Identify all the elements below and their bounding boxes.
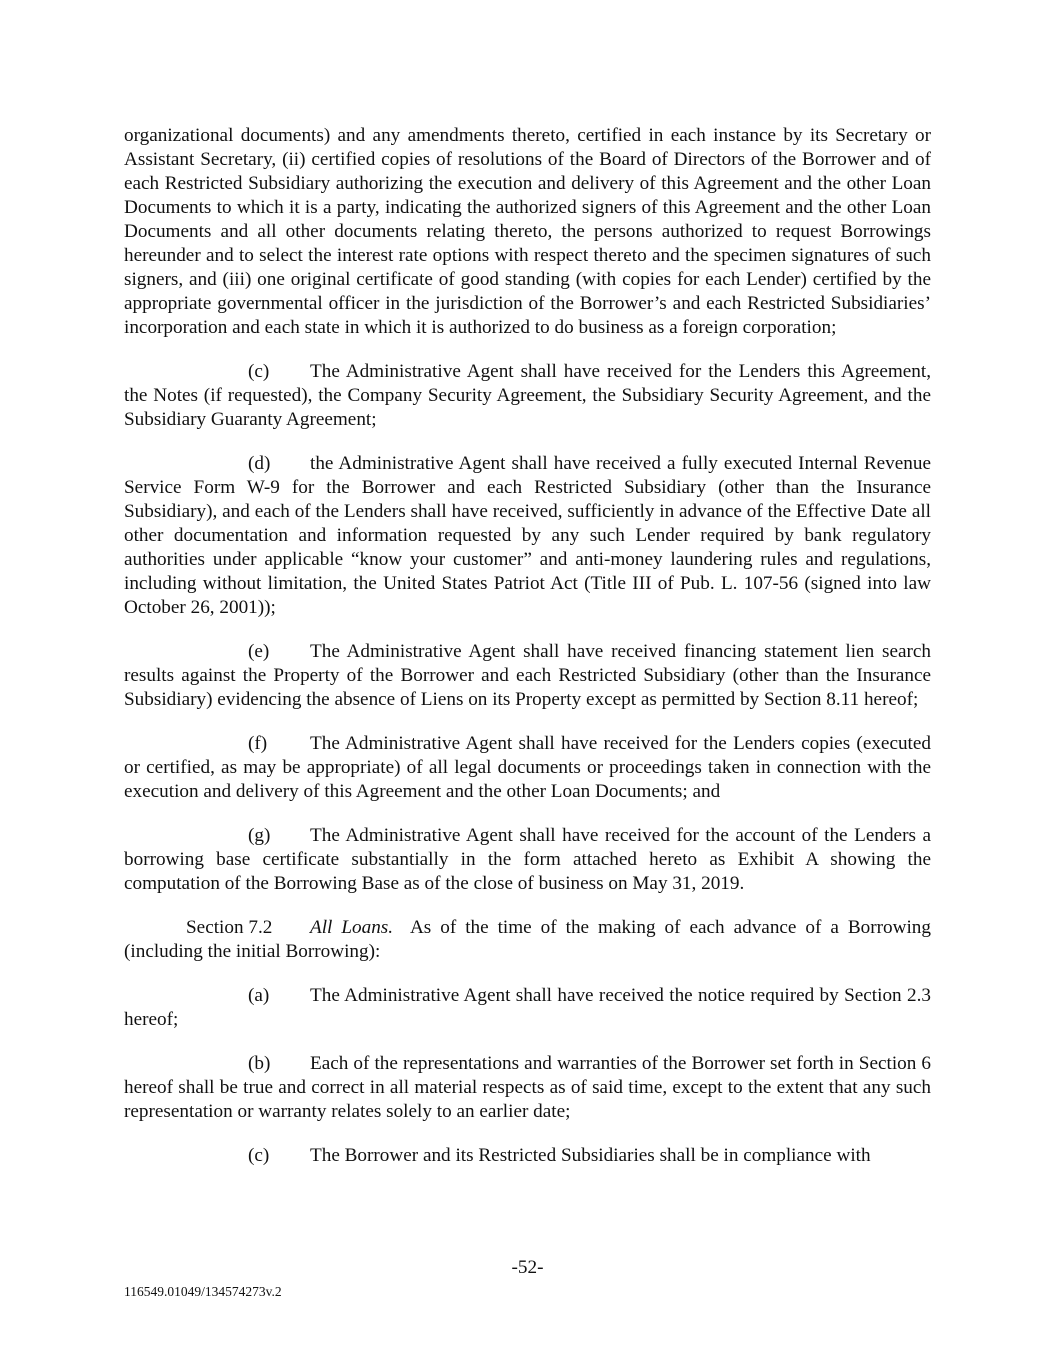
clause-text: the Administrative Agent shall have received a fully executed Internal Revenue Service Form W-9 for the Borrower and each Restricted Subsidiary (other than the Insurance Subsidiary), and each of the Lenders shall have received, sufficiently in advance of the Effective Date all other documentation and information requested by any such Lender required by bank regulatory authorities under applicable “know your customer” and anti-money laundering rules and regulations, including without limitation, the United States Patriot Act (Title III of Pub. L. 107-56 (signed into law October 26, 2001)); bbox=[124, 453, 931, 618]
clause-text: The Borrower and its Restricted Subsidiaries shall be in compliance with bbox=[310, 1145, 871, 1166]
clause-label: (c) bbox=[248, 361, 270, 382]
page-number: -52- bbox=[511, 1257, 544, 1278]
clause-text: The Administrative Agent shall have received for the account of the Lenders a borrowing base certificate substantially in the form attached hereto as Exhibit A showing the computation of the Borrowing Base as of the close of business on May 31, 2019. bbox=[124, 825, 931, 894]
clause-label: (d) bbox=[248, 453, 271, 474]
clause-label: (f) bbox=[248, 733, 268, 754]
clause-text: The Administrative Agent shall have received for the Lenders this Agreement, the Notes (if requested), the Company Security Agreement, the Subsidiary Security Agreement, and the Subsidiary Guaranty Agreement; bbox=[124, 361, 931, 430]
clause-text: The Administrative Agent shall have received the notice required by Section 2.3 hereof; bbox=[124, 985, 931, 1030]
clause-text: The Administrative Agent shall have received for the Lenders copies (executed or certified, as may be appropriate) of all legal documents or proceedings taken in connection with the execution and delivery of this Agreement and the other Loan Documents; and bbox=[124, 733, 931, 802]
clause-c-first bbox=[124, 360, 931, 432]
section-heading: Section 7.2 bbox=[186, 917, 273, 938]
clause-text: Each of the representations and warranties of the Borrower set forth in Section 6 hereof shall be true and correct in all material respects as of said time, except to the extent that any such representation or warranty relates solely to an earlier date; bbox=[124, 1053, 931, 1122]
clause-label: (c) bbox=[248, 1145, 270, 1166]
clause-f bbox=[124, 732, 931, 804]
section-7-2 bbox=[124, 916, 931, 964]
document-id: 116549.01049/134574273v.2 bbox=[124, 1284, 282, 1299]
clause-b bbox=[124, 1052, 931, 1124]
clause-label: (b) bbox=[248, 1053, 271, 1074]
clause-label: (g) bbox=[248, 825, 271, 846]
clause-e bbox=[124, 640, 931, 712]
clause-label: (a) bbox=[248, 985, 270, 1006]
clause-text: The Administrative Agent shall have received financing statement lien search results against the Property of the Borrower and each Restricted Subsidiary (other than the Insurance Subsidiary) evidencing the absence of Liens on its Property except as permitted by Section 8.11 hereof; bbox=[124, 641, 931, 710]
clause-c-second bbox=[124, 1144, 931, 1168]
clause-label: (e) bbox=[248, 641, 270, 662]
clause-d bbox=[124, 452, 931, 620]
document-body bbox=[124, 124, 931, 1168]
paragraph-text: organizational documents) and any amendments thereto, certified in each instance by its Secretary or Assistant Secretary, (ii) certified copies of resolutions of the Board of Directors of the Borrower and of each Restricted Subsidiary authorizing the execution and delivery of this Agreement and the other Loan Documents to which it is a party, indicating the authorized signers of this Agreement and the other Loan Documents and all other documents relating thereto, the persons authorized to request Borrowings hereunder and to select the interest rate options with respect thereto and the specimen signatures of such signers, and (iii) one original certificate of good standing (with copies for each Lender) certified by the appropriate governmental officer in the jurisdiction of the Borrower’s and each Restricted Subsidiaries’ incorporation and each state in which it is authorized to do business as a foreign corporation; bbox=[124, 125, 931, 338]
clause-g bbox=[124, 824, 931, 896]
section-title: All Loans. bbox=[310, 917, 394, 938]
paragraph-continuation bbox=[124, 124, 931, 340]
clause-a bbox=[124, 984, 931, 1032]
section-text: As of the time of the making of each advance of a Borrowing (including the initial Borrowing): bbox=[124, 917, 931, 962]
